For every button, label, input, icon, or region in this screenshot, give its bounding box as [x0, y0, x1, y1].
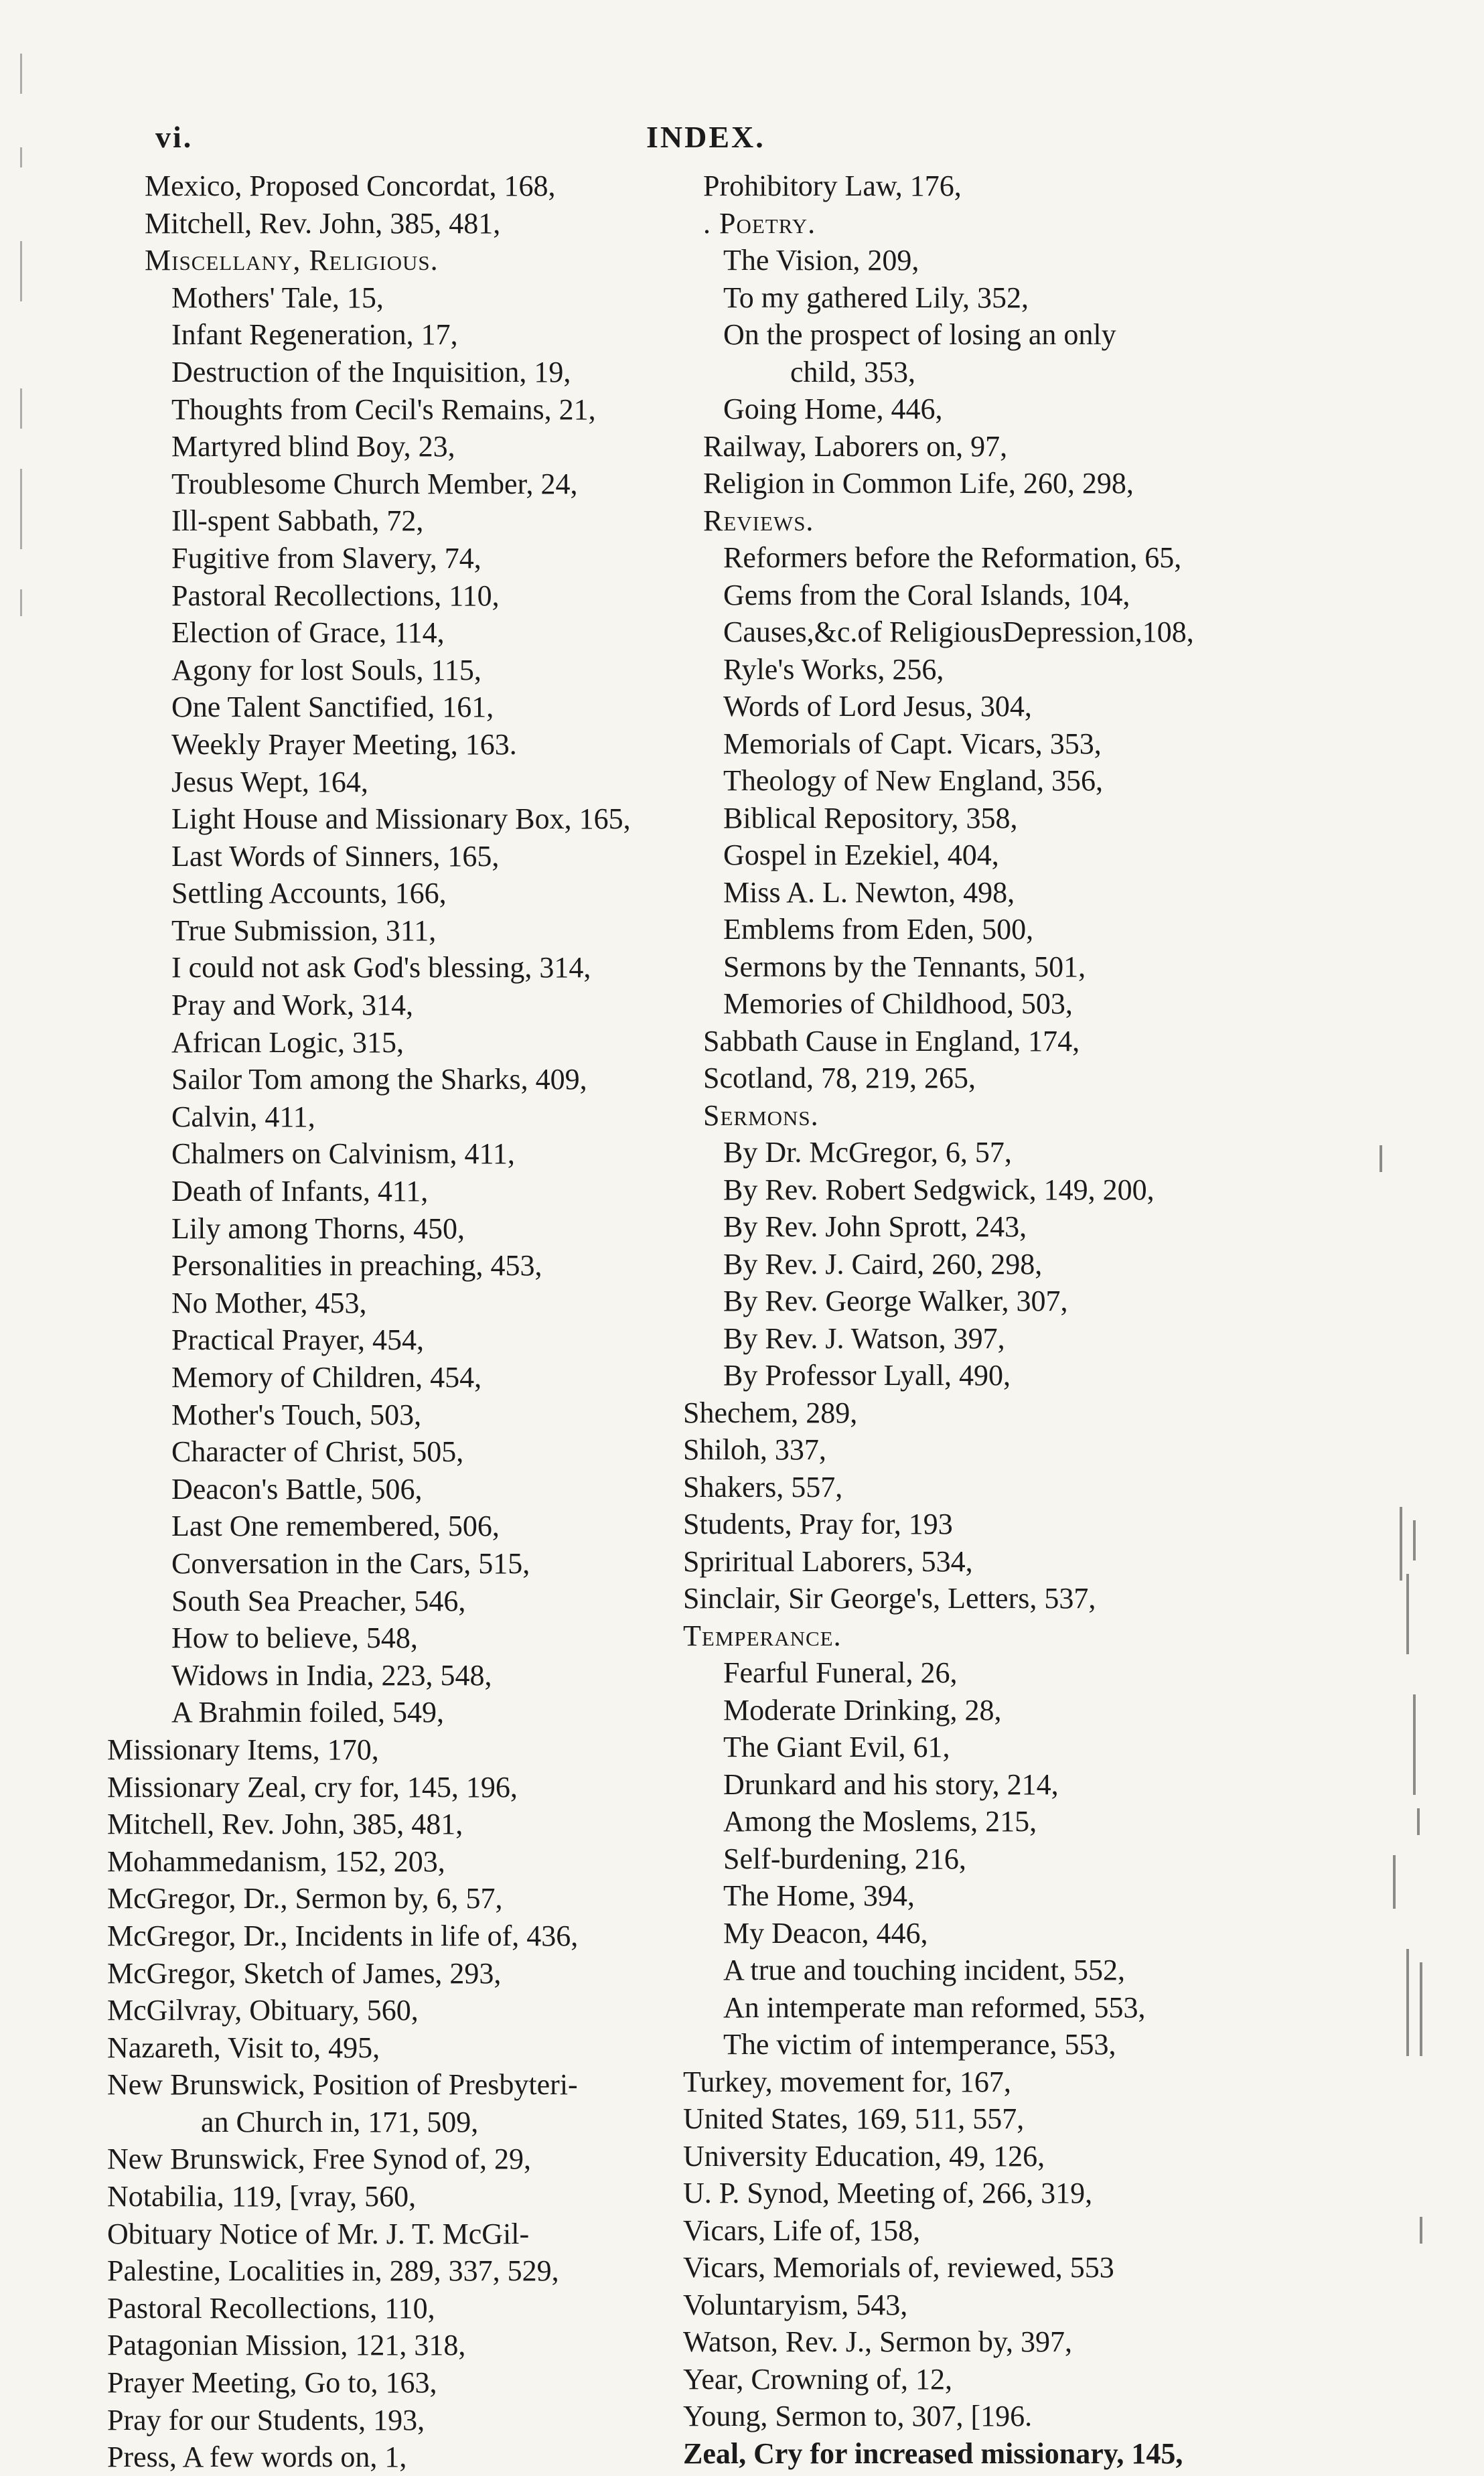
index-entry: Shechem, 289,: [683, 1396, 858, 1429]
index-entry: Vicars, Life of, 158,: [683, 2213, 921, 2247]
index-entry: Nazareth, Visit to, 495,: [107, 2031, 380, 2064]
index-entry: Chalmers on Calvinism, 411,: [171, 1137, 515, 1171]
index-entry: Last One remembered, 506,: [171, 1510, 500, 1543]
index-entry: Notabilia, 119, [vray, 560,: [107, 2180, 417, 2213]
index-entry: Causes,&c.of ReligiousDepression,108,: [723, 615, 1194, 648]
index-entry: Agony for lost Souls, 115,: [171, 653, 481, 686]
index-entry: The Vision, 209,: [723, 244, 919, 277]
index-entry: Infant Regeneration, 17,: [171, 318, 458, 352]
index-entry: Fearful Funeral, 26,: [723, 1656, 958, 1689]
index-entry: The victim of intemperance, 553,: [723, 2028, 1116, 2061]
index-entry: Self-burdening, 216,: [723, 1842, 966, 1875]
index-entry: McGregor, Dr., Incidents in life of, 436,: [107, 1919, 579, 1952]
index-entry: How to believe, 548,: [171, 1621, 418, 1655]
index-entry: Mothers' Tale, 15,: [171, 281, 384, 314]
index-entry: New Brunswick, Position of Presbyteri-: [107, 2068, 578, 2102]
index-entry: Memories of Childhood, 503,: [723, 987, 1073, 1020]
index-entry: Railway, Laborers on, 97,: [703, 429, 1008, 463]
index-entry: Moderate Drinking, 28,: [723, 1693, 1002, 1727]
index-entry: Watson, Rev. J., Sermon by, 397,: [683, 2325, 1073, 2358]
index-entry: Words of Lord Jesus, 304,: [723, 690, 1032, 723]
index-entry: McGregor, Sketch of James, 293,: [107, 1956, 502, 1990]
index-entry: Scotland, 78, 219, 265,: [703, 1062, 976, 1094]
index-entry: Gems from the Coral Islands, 104,: [723, 578, 1130, 611]
index-entry: Among the Moslems, 215,: [723, 1805, 1037, 1838]
index-entry: Palestine, Localities in, 289, 337, 529,: [107, 2254, 559, 2288]
index-entry: Emblems from Eden, 500,: [723, 913, 1034, 946]
index-entry: Widows in India, 223, 548,: [171, 1658, 492, 1692]
index-entry: I could not ask God's blessing, 314,: [171, 951, 591, 985]
index-entry: Spriritual Laborers, 534,: [683, 1544, 973, 1578]
index-entry: South Sea Preacher, 546,: [171, 1584, 466, 1617]
index-entry: Theology of New England, 356,: [723, 764, 1103, 797]
index-entry: Patagonian Mission, 121, 318,: [107, 2329, 466, 2362]
index-entry: an Church in, 171, 509,: [201, 2105, 479, 2138]
index-entry: Gospel in Ezekiel, 404,: [723, 839, 999, 871]
index-entry: Obituary Notice of Mr. J. T. McGil-: [107, 2217, 530, 2250]
index-entry: On the prospect of losing an only: [723, 318, 1116, 351]
index-entry: Mexico, Proposed Concordat, 168,: [145, 169, 556, 202]
index-entry: McGilvray, Obituary, 560,: [107, 1994, 419, 2027]
index-entry: Sermons by the Tennants, 501,: [723, 950, 1086, 983]
index-entry: Sinclair, Sir George's, Letters, 537,: [683, 1582, 1096, 1615]
index-entry: Mitchell, Rev. John, 385, 481,: [107, 1808, 463, 1841]
index-entry: Press, A few words on, 1,: [107, 2441, 407, 2474]
index-column-right: [683, 167, 1272, 2472]
index-entry: Reviews.: [703, 504, 814, 537]
index-entry: United States, 169, 511, 557,: [683, 2102, 1025, 2135]
index-entry: Turkey, movement for, 167,: [683, 2065, 1011, 2098]
index-entry: Conversation in the Cars, 515,: [171, 1546, 530, 1580]
index-entry: Lily among Thorns, 450,: [171, 1212, 465, 1245]
index-entry: Missionary Items, 170,: [107, 1733, 379, 1766]
index-entry: True Submission, 311,: [171, 914, 437, 947]
index-entry: Religion in Common Life, 260, 298,: [703, 467, 1134, 500]
index-entry: Sailor Tom among the Sharks, 409,: [171, 1063, 587, 1096]
index-entry: To my gathered Lily, 352,: [723, 281, 1029, 314]
index-entry: Calvin, 411,: [171, 1100, 315, 1133]
index-entry: Voluntaryism, 543,: [683, 2288, 908, 2321]
index-entry: Thoughts from Cecil's Remains, 21,: [171, 392, 596, 426]
index-entry: By Dr. McGregor, 6, 57,: [723, 1136, 1012, 1169]
index-entry: Death of Infants, 411,: [171, 1175, 429, 1208]
index-entry: By Rev. Robert Sedgwick, 149, 200,: [723, 1173, 1155, 1206]
index-entry: Pastoral Recollections, 110,: [171, 579, 500, 612]
index-entry: Year, Crowning of, 12,: [683, 2362, 952, 2396]
index-entry: Miscellany, Religious.: [145, 244, 439, 277]
index-entry: Missionary Zeal, cry for, 145, 196,: [107, 1770, 518, 1804]
index-entry: Students, Pray for, 193: [683, 1508, 953, 1540]
index-entry: Vicars, Memorials of, reviewed, 553: [683, 2251, 1114, 2284]
index-entry: No Mother, 453,: [171, 1286, 367, 1319]
index-entry: Last Words of Sinners, 165,: [171, 839, 500, 873]
index-entry: An intemperate man reformed, 553,: [723, 1990, 1146, 2024]
page-title: INDEX.: [646, 120, 765, 154]
page-number: vi.: [155, 120, 194, 154]
index-entry: Character of Christ, 505,: [171, 1435, 464, 1469]
page-header: [0, 119, 1484, 159]
index-entry: Zeal, Cry for increased missionary, 145,: [683, 2436, 1183, 2470]
index-entry: Memorials of Capt. Vicars, 353,: [723, 727, 1102, 760]
index-entry: McGregor, Dr., Sermon by, 6, 57,: [107, 1882, 503, 1915]
index-entry: A true and touching incident, 552,: [723, 1954, 1125, 1986]
index-column-left: [107, 167, 696, 2476]
index-entry: Temperance.: [683, 1619, 842, 1652]
index-entry: Weekly Prayer Meeting, 163.: [171, 727, 517, 761]
index-entry: University Education, 49, 126,: [683, 2139, 1045, 2173]
index-entry: Fugitive from Slavery, 74,: [171, 541, 481, 575]
index-entry: Prayer Meeting, Go to, 163,: [107, 2366, 437, 2400]
index-entry: The Home, 394,: [723, 1879, 915, 1912]
index-entry: Ryle's Works, 256,: [723, 652, 944, 686]
index-entry: A Brahmin foiled, 549,: [171, 1696, 444, 1729]
index-entry: child, 353,: [790, 355, 915, 388]
index-entry: Mother's Touch, 503,: [171, 1398, 422, 1431]
index-entry: Troublesome Church Member, 24,: [171, 467, 578, 500]
index-entry: U. P. Synod, Meeting of, 266, 319,: [683, 2177, 1093, 2209]
index-entry: Miss A. L. Newton, 498,: [723, 875, 1015, 909]
index-entry: Shiloh, 337,: [683, 1433, 826, 1466]
index-entry: Destruction of the Inquisition, 19,: [171, 355, 571, 388]
margin-specks: [1353, 1105, 1433, 2244]
index-entry: Jesus Wept, 164,: [171, 765, 368, 798]
index-entry: By Professor Lyall, 490,: [723, 1359, 1011, 1392]
index-entry: Sabbath Cause in England, 174,: [703, 1024, 1080, 1058]
index-entry: Personalities in preaching, 453,: [171, 1249, 542, 1283]
index-entry: Mitchell, Rev. John, 385, 481,: [145, 206, 501, 240]
index-entry: By Rev. John Sprott, 243,: [723, 1210, 1027, 1243]
index-entry: Sermons.: [703, 1098, 819, 1132]
index-entry: Settling Accounts, 166,: [171, 877, 447, 910]
index-entry: Light House and Missionary Box, 165,: [171, 802, 631, 836]
index-entry: Going Home, 446,: [723, 392, 943, 425]
index-entry: My Deacon, 446,: [723, 1916, 928, 1950]
index-entry: The Giant Evil, 61,: [723, 1731, 950, 1763]
index-entry: Practical Prayer, 454,: [171, 1323, 424, 1357]
index-entry: Prohibitory Law, 176,: [703, 169, 962, 202]
index-entry: Pastoral Recollections, 110,: [107, 2291, 435, 2325]
index-entry: By Rev. George Walker, 307,: [723, 1285, 1068, 1317]
index-entry: Deacon's Battle, 506,: [171, 1472, 423, 1506]
index-entry: Memory of Children, 454,: [171, 1361, 482, 1394]
index-entry: Young, Sermon to, 307, [196.: [683, 2400, 1033, 2432]
index-entry: By Rev. J. Watson, 397,: [723, 1321, 1005, 1355]
index-entry: Martyred blind Boy, 23,: [171, 430, 455, 463]
index-entry: New Brunswick, Free Synod of, 29,: [107, 2142, 532, 2176]
index-entry: By Rev. J. Caird, 260, 298,: [723, 1247, 1043, 1281]
index-entry: Election of Grace, 114,: [171, 616, 445, 650]
index-entry: One Talent Sanctified, 161,: [171, 690, 494, 724]
index-entry: Pray for our Students, 193,: [107, 2403, 425, 2436]
index-entry: . Poetry.: [703, 206, 816, 240]
index-entry: Mohammedanism, 152, 203,: [107, 1844, 445, 1878]
index-entry: Shakers, 557,: [683, 1470, 843, 1504]
index-entry: Drunkard and his story, 214,: [723, 1767, 1059, 1801]
index-entry: African Logic, 315,: [171, 1025, 404, 1059]
index-entry: Pray and Work, 314,: [171, 989, 414, 1022]
index-entry: Ill-spent Sabbath, 72,: [171, 504, 424, 538]
index-entry: Reformers before the Reformation, 65,: [723, 541, 1182, 574]
index-entry: Biblical Repository, 358,: [723, 801, 1018, 834]
